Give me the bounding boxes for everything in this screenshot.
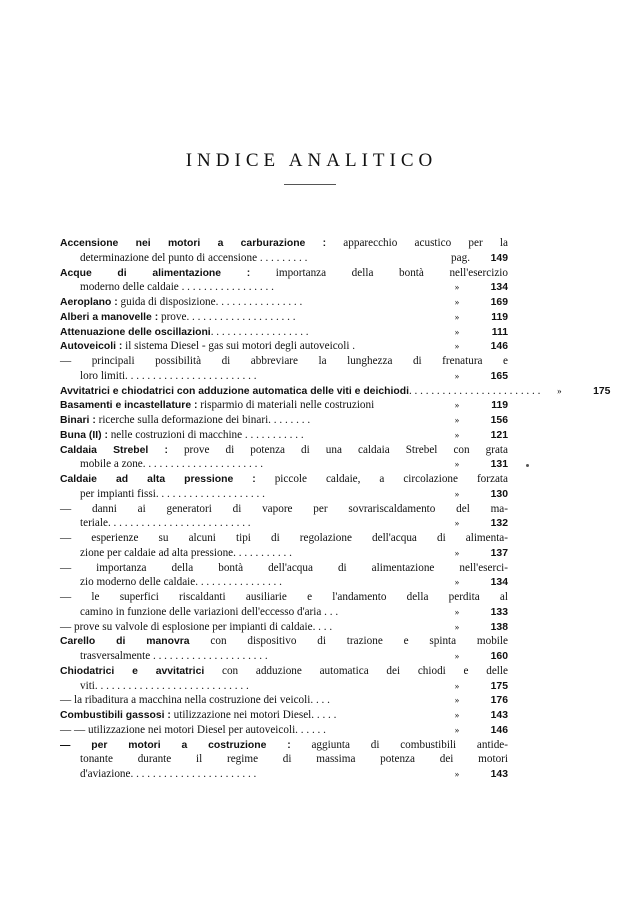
- index-entry: [60, 664, 508, 679]
- entry-description: d'aviazione. . . . . . . . . . . . . . . . . . . . . . .: [80, 768, 257, 780]
- entry-keyword: Aeroplano :: [60, 297, 118, 308]
- entry-text: [60, 472, 508, 488]
- page-number: 131: [490, 459, 508, 471]
- entry-text: [60, 295, 438, 311]
- print-speck: [526, 464, 529, 467]
- index-entry: [60, 266, 508, 281]
- page-marker: pag.: [451, 251, 470, 264]
- entry-text: [80, 457, 438, 472]
- index-entry-continuation: [60, 516, 508, 531]
- entry-description: teriale. . . . . . . . . . . . . . . . . . . . . . . . . .: [80, 517, 251, 530]
- entry-keyword: Autoveicoli :: [60, 341, 123, 353]
- page-marker: »: [454, 311, 460, 322]
- index-entry: [60, 428, 508, 443]
- page-number: 176: [490, 695, 508, 707]
- entry-keyword-continuation: chiodi: [378, 385, 409, 397]
- page-marker: »: [454, 400, 460, 411]
- page-number: 143: [490, 769, 508, 780]
- index-entry-continuation: [60, 752, 508, 767]
- entry-description: — — utilizzazione nei motori Diesel per autoveicoli. . . . . .: [60, 723, 326, 736]
- page-marker: »: [454, 518, 460, 529]
- page-number: 138: [490, 621, 508, 633]
- index-entry-continuation: [60, 649, 508, 664]
- page-number: 132: [490, 518, 508, 530]
- index-entry: [60, 738, 508, 753]
- index-entry-continuation: [60, 251, 508, 266]
- entry-keyword: Caldaie ad alta pressione :: [60, 474, 256, 485]
- index-entry: [60, 693, 508, 708]
- page-number: 119: [491, 400, 508, 412]
- entry-text: [60, 634, 508, 650]
- entry-description: zio moderno delle caldaie. . . . . . . . . . . . . . . .: [80, 576, 282, 589]
- entry-text: [60, 708, 438, 724]
- entry-keyword: Buna (II) :: [60, 429, 108, 441]
- page-marker: »: [454, 326, 460, 337]
- page-number: 146: [490, 724, 508, 736]
- entry-text: [60, 531, 508, 546]
- index-entry: [60, 413, 508, 428]
- entry-description: con adduzione automatica dei chiodi e delle: [204, 664, 508, 677]
- entry-description: camino in funzione delle variazioni dell'eccesso d'aria . . .: [80, 605, 339, 618]
- entry-description: — importanza della bontà dell'acqua di alimentazione nell'eserci-: [60, 561, 508, 574]
- page-number: 175: [490, 680, 508, 692]
- page-number: 160: [490, 651, 508, 662]
- entry-text: [60, 398, 438, 414]
- page-marker: »: [557, 385, 562, 396]
- entry-text: [80, 649, 438, 664]
- page-marker: »: [454, 415, 460, 425]
- entry-description: prove di potenza di una caldaia Strebel con grata: [167, 443, 508, 456]
- entry-description: apparecchio acustico per la: [326, 237, 508, 249]
- page-number: 134: [490, 282, 508, 294]
- entry-text: [80, 251, 438, 266]
- entry-text: [60, 266, 508, 282]
- index-entry: [60, 339, 508, 354]
- entry-keyword: Accensione nei motori a carburazione :: [60, 238, 327, 249]
- page-marker: »: [454, 488, 460, 499]
- page-number: 137: [490, 547, 508, 559]
- page-marker: »: [454, 370, 460, 381]
- entry-text: [60, 339, 438, 355]
- entry-text: [60, 590, 508, 605]
- entry-keyword: Caldaia Strebel :: [60, 444, 168, 456]
- entry-description: utilizzazione nei motori Diesel. . . . .: [170, 709, 337, 721]
- index-entry-continuation: [60, 546, 508, 561]
- entry-text: [80, 546, 438, 561]
- page-number: 175: [593, 385, 611, 397]
- entry-text: [80, 575, 438, 590]
- index-entry: [60, 472, 508, 487]
- entry-text: [60, 561, 508, 576]
- entry-text: [60, 384, 540, 400]
- entry-description: il sistema Diesel - gas sui motori degli autoveicoli .: [122, 340, 356, 353]
- entry-description: . . . . . . . . . . . . . . . . . . . . . . . .: [408, 384, 541, 397]
- entry-description: importanza della bontà nell'esercizio: [250, 266, 508, 279]
- page-number: 133: [490, 606, 508, 618]
- page-marker: »: [454, 606, 460, 617]
- entry-text: [80, 767, 438, 782]
- index-entry: [60, 620, 508, 635]
- index-entry: [60, 310, 508, 325]
- page-marker: »: [454, 282, 460, 293]
- entry-text: [60, 502, 508, 517]
- entry-text: [80, 280, 438, 295]
- entry-keyword: Combustibili gassosi :: [60, 710, 171, 721]
- entry-keyword: Basamenti e incastellature :: [60, 400, 198, 412]
- entry-description: viti. . . . . . . . . . . . . . . . . . . . . . . . . . . .: [80, 679, 249, 692]
- entry-text: [60, 738, 508, 754]
- page-number: 134: [490, 577, 508, 589]
- entry-description: ricerche sulla deformazione dei binari. . . . . . . .: [95, 414, 311, 426]
- index-entry: [60, 354, 508, 369]
- entry-keyword: Avvitatrici e chiodatrici con adduzione automatica delle viti e dei: [60, 385, 379, 397]
- entry-text: [60, 325, 438, 341]
- index-entry: [60, 236, 508, 251]
- entry-description: loro limiti. . . . . . . . . . . . . . . . . . . . . . . .: [80, 369, 257, 382]
- entry-description: prove. . . . . . . . . . . . . . . . . . . .: [158, 310, 296, 323]
- index-entry: [60, 384, 611, 399]
- page-marker: »: [454, 341, 460, 352]
- entry-description: zione per caldaie ad alta pressione. . . . . . . . . . .: [80, 546, 292, 559]
- entry-text: [60, 428, 438, 444]
- page-marker: »: [454, 769, 460, 779]
- page-marker: »: [454, 680, 460, 691]
- entry-text: [60, 693, 438, 708]
- page-marker: »: [454, 577, 460, 588]
- entry-keyword: — per motori a costruzione :: [60, 739, 291, 751]
- entry-description: aggiunta di combustibili antide-: [290, 738, 508, 751]
- entry-text: [60, 443, 508, 459]
- entry-keyword: Acque di alimentazione :: [60, 267, 251, 279]
- entry-description: — danni ai generatori di vapore per sovrariscaldamento del ma-: [60, 502, 508, 515]
- index-entry: [60, 723, 508, 738]
- entry-text: [60, 620, 438, 635]
- index-entry-continuation: [60, 679, 508, 694]
- index-entry: [60, 443, 508, 458]
- entry-description: — le superfici riscaldanti ausiliarie e l'andamento della perdita al: [60, 591, 508, 603]
- index-entry: [60, 502, 508, 517]
- title-rule: [284, 184, 336, 185]
- page-number: 146: [490, 341, 508, 353]
- index-entry: [60, 634, 508, 649]
- page-marker: »: [454, 651, 460, 661]
- page-title: INDICE ANALITICO: [185, 150, 438, 171]
- page-marker: »: [454, 429, 460, 440]
- entry-text: [80, 679, 438, 694]
- entry-description: moderno delle caldaie . . . . . . . . . . . . . . . . .: [80, 281, 274, 294]
- page-marker: »: [454, 724, 460, 735]
- entry-text: [60, 664, 508, 680]
- page-marker: »: [454, 710, 460, 720]
- entry-description: per impianti fissi. . . . . . . . . . . . . . . . . . . .: [80, 487, 265, 500]
- index-entry: [60, 708, 508, 723]
- entry-text: [80, 487, 438, 502]
- page-number: 156: [490, 415, 508, 426]
- index-entry: [60, 561, 508, 576]
- page-marker: »: [454, 297, 460, 307]
- index-entry-continuation: [60, 605, 508, 620]
- entry-description: con dispositivo di trazione e spinta mobile: [189, 635, 508, 648]
- entry-description: piccole caldaie, a circolazione forzata: [255, 473, 508, 485]
- page-number: 169: [490, 297, 508, 308]
- page-number: 119: [491, 311, 508, 323]
- entry-description: — prove su valvole di esplosione per impianti di caldaie. . . .: [60, 620, 333, 633]
- entry-text: [80, 516, 438, 531]
- entry-keyword: Alberi a manovelle :: [60, 311, 159, 323]
- index-entry: [60, 531, 508, 546]
- entry-keyword: Chiodatrici e avvitatrici: [60, 665, 205, 677]
- entry-text: [60, 236, 508, 252]
- page-marker: »: [454, 547, 460, 558]
- entry-description: tonante durante il regime di massima potenza dei motori: [80, 753, 508, 766]
- entry-description: nelle costruzioni di macchine . . . . . . . . . . .: [107, 428, 304, 441]
- index-entry-continuation: [60, 487, 508, 502]
- index-entry: [60, 295, 508, 310]
- entry-keyword: Binari :: [60, 415, 96, 426]
- entry-description: determinazione del punto di accensione . . . . . . . . .: [80, 251, 308, 264]
- index-entry: [60, 590, 508, 605]
- entry-description: mobile a zone. . . . . . . . . . . . . . . . . . . . . .: [80, 458, 264, 471]
- entry-description: trasversalmente . . . . . . . . . . . . . . . . . . . . .: [80, 650, 268, 662]
- entry-text: [60, 310, 438, 326]
- entry-text: [60, 413, 438, 429]
- page-marker: »: [454, 695, 460, 706]
- entry-description: — principali possibilità di abbreviare la lunghezza di frenatura e: [60, 355, 508, 367]
- index-entry-continuation: [60, 369, 508, 384]
- index-entry: [60, 398, 508, 413]
- index-entry-continuation: [60, 767, 508, 782]
- entry-keyword: Attenuazione delle oscillazioni: [60, 326, 211, 338]
- entry-description: . . . . . . . . . . . . . . . . . .: [210, 325, 309, 338]
- entry-text: [80, 605, 438, 620]
- page-number: 143: [490, 710, 508, 721]
- entry-keyword: Carello di manovra: [60, 636, 190, 648]
- entry-description: guida di disposizione. . . . . . . . . . . . . . . .: [117, 296, 303, 308]
- entry-description: risparmio di materiali nelle costruzioni: [197, 399, 375, 412]
- entry-text: [60, 354, 508, 369]
- page-number: 111: [491, 326, 508, 338]
- page-marker: »: [454, 621, 460, 632]
- index-entry-continuation: [60, 280, 508, 295]
- index-entry: [60, 325, 508, 340]
- page-number: 165: [490, 370, 508, 382]
- page-number: 149: [490, 252, 508, 264]
- entry-description: — esperienze su alcuni tipi di regolazione dell'acqua di alimenta-: [60, 532, 508, 544]
- page-number: 121: [490, 429, 508, 441]
- entry-text: [80, 369, 438, 384]
- index-entry-continuation: [60, 457, 508, 472]
- analytic-index: [60, 236, 611, 782]
- page-number: 130: [490, 488, 508, 500]
- entry-description: — la ribaditura a macchina nella costruzione dei veicoli. . . .: [60, 694, 330, 707]
- index-entry-continuation: [60, 575, 508, 590]
- entry-text: [60, 723, 438, 738]
- entry-text: [80, 752, 508, 767]
- page-marker: »: [454, 459, 460, 470]
